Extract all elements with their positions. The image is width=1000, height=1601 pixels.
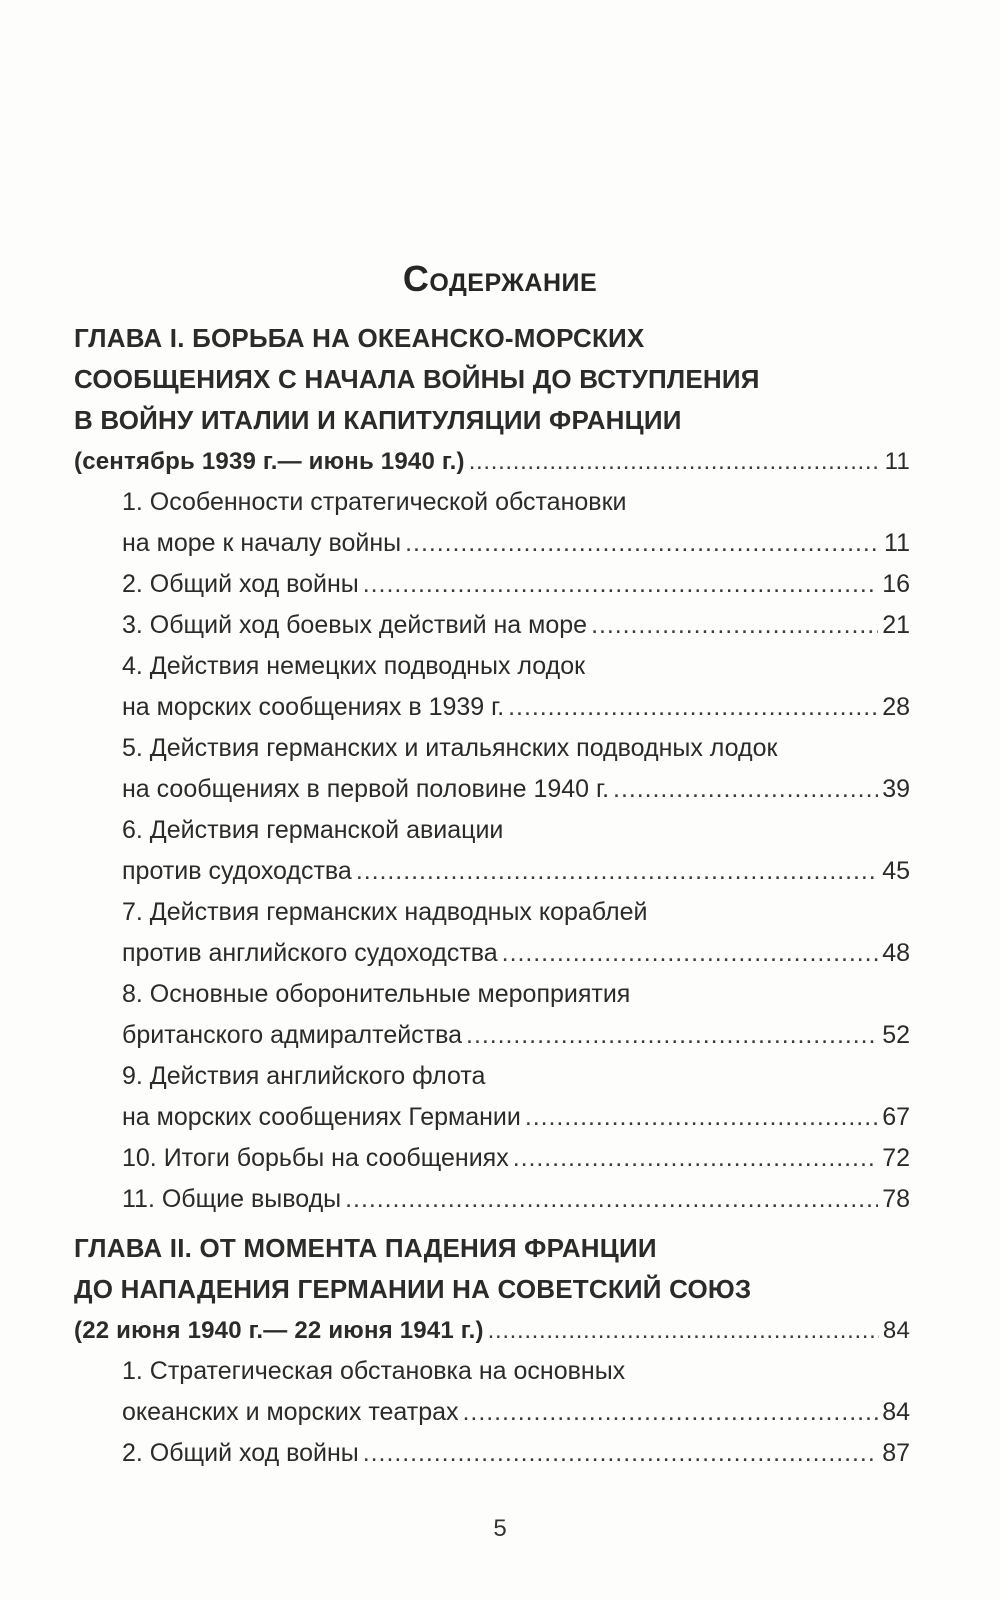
chapter-2-sections [74,1351,910,1474]
toc-entry: 2. Общий ход войны . . . 87 [122,1433,910,1474]
page-title: Содержание [402,258,598,299]
toc-entry: британского адмиралтейства . . . 52 [122,1015,910,1056]
toc-entry: на морских сообщениях Германии . . . 67 [122,1097,910,1138]
dot-leader [466,1015,878,1056]
toc-entry: на сообщениях в первой половине 1940 г. . . . 39 [122,769,910,810]
toc-entry-line: 8. Основные оборонительные мероприятия [122,980,631,1008]
page-number: 11 [884,529,910,557]
dot-leader [363,564,878,605]
dot-leader [463,1392,879,1433]
toc-entry-line: 7. Действия германских надводных кораблей [122,898,648,926]
toc-entry-line: 1. Стратегическая обстановка на основных [122,1357,626,1385]
chapter-2 [74,1228,910,1351]
dot-leader [508,687,878,728]
page-number: 78 [882,1185,910,1213]
toc-entry: против английского судоходства . . . 48 [122,933,910,974]
page-number: 72 [882,1144,910,1172]
chapter-1 [74,318,910,482]
dot-leader [591,605,878,646]
chapter-1-sections [74,482,910,1220]
table-of-contents [74,318,910,1474]
page-folio-number: 5 [493,1515,507,1542]
toc-entry-line: 4. Действия немецких подводных лодок [122,652,586,680]
chapter-gap [74,1220,910,1228]
chapter-date-line: (22 июня 1940 г.— 22 июня 1941 г.) . . . 84 [74,1310,910,1351]
toc-entry: 11. Общие выводы . . . 78 [122,1179,910,1220]
page-number: 45 [882,857,910,885]
toc-entry-line: 1. Особенности стратегической обстановки [122,488,627,516]
page-number: 84 [882,1317,910,1344]
page-number: 39 [882,775,910,803]
dot-leader [405,523,880,564]
dot-leader [513,1138,878,1179]
dot-leader [525,1097,878,1138]
dot-leader [502,933,879,974]
toc-entry-line: 5. Действия германских и итальянских подводных лодок [122,734,778,762]
toc-entry-line: 6. Действия германской авиации [122,816,504,844]
page-number: 52 [882,1021,910,1049]
chapter-heading-line: СООБЩЕНИЯХ С НАЧАЛА ВОЙНЫ ДО ВСТУПЛЕНИЯ [74,364,760,394]
toc-entry: 2. Общий ход войны . . . 16 [122,564,910,605]
toc-entry: 10. Итоги борьбы на сообщениях . . . 72 [122,1138,910,1179]
toc-entry: 3. Общий ход боевых действий на море . . . 21 [122,605,910,646]
dot-leader [469,441,881,482]
page-number: 11 [884,448,910,475]
page-number: 21 [882,611,910,639]
dot-leader [488,1310,879,1351]
dot-leader [363,1433,878,1474]
chapter-heading-line: ДО НАПАДЕНИЯ ГЕРМАНИИ НА СОВЕТСКИЙ СОЮЗ [74,1274,752,1304]
dot-leader [613,769,878,810]
page-number: 28 [882,693,910,721]
toc-entry: на море к началу войны . . . 11 [122,523,910,564]
dot-leader [345,1179,878,1220]
chapter-date-line: (сентябрь 1939 г.— июнь 1940 г.) . . . 11 [74,441,910,482]
page-number: 84 [882,1398,910,1426]
page-number: 67 [882,1103,910,1131]
chapter-heading-line: ГЛАВА I. БОРЬБА НА ОКЕАНСКО-МОРСКИХ [74,323,645,353]
chapter-heading-line: ГЛАВА II. ОТ МОМЕНТА ПАДЕНИЯ ФРАНЦИИ [74,1233,657,1263]
toc-entry: на морских сообщениях в 1939 г. . . . 28 [122,687,910,728]
toc-entry: против судоходства . . . 45 [122,851,910,892]
page-number: 87 [882,1439,910,1467]
toc-entry-line: 9. Действия английского флота [122,1062,486,1090]
chapter-heading-line: В ВОЙНУ ИТАЛИИ И КАПИТУЛЯЦИИ ФРАНЦИИ [74,405,682,435]
toc-entry: океанских и морских театрах . . . 84 [122,1392,910,1433]
page-number: 48 [882,939,910,967]
dot-leader [356,851,878,892]
page-number: 16 [882,570,910,598]
